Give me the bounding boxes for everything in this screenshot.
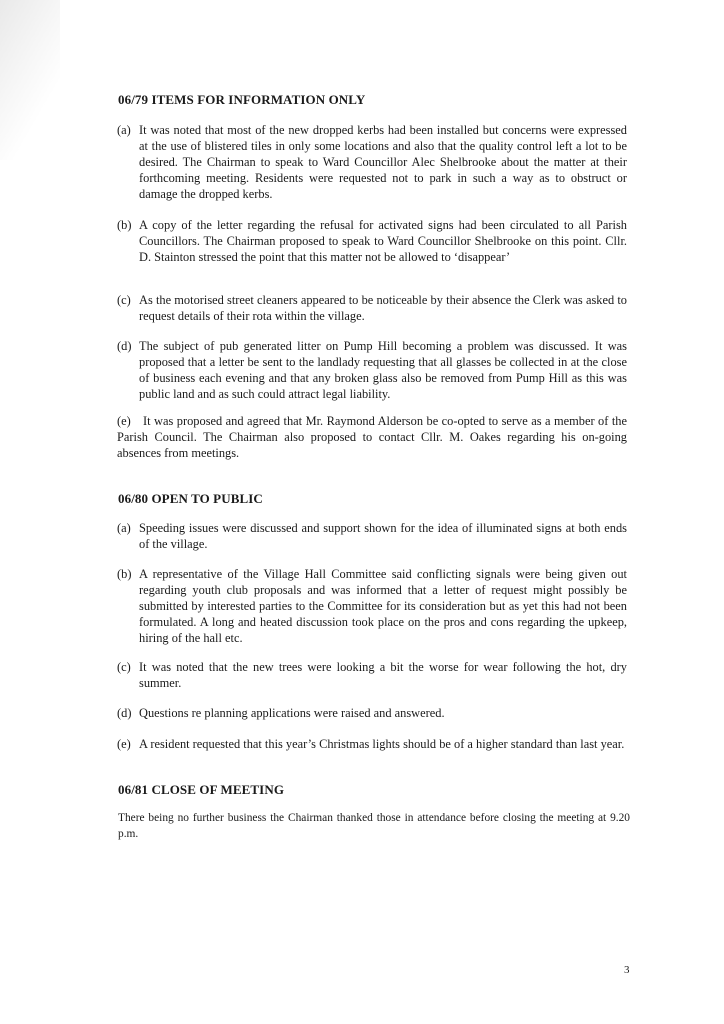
item-text: It was proposed and agreed that Mr. Raymond Alderson be co-opted to serve as a member of the Parish Council. The Chairman also proposed to contact Cllr. M. Oakes regarding his on-going absences from meetings. — [117, 414, 627, 460]
item-label: (a) — [117, 521, 131, 535]
item-label: (d) — [117, 339, 132, 353]
section-heading-06-79: 06/79 ITEMS FOR INFORMATION ONLY — [118, 92, 366, 107]
item-text: It was noted that most of the new dropped kerbs had been installed but concerns were expressed at the use of blistered tiles in only some locations and also that the quality control left a lot to be desired. The Chairman to speak to Ward Councillor Alec Shelbrooke about the matter at their forthcoming meeting. Residents were requested not to park in such a way as to obstruct or damage the dropped kerbs. — [139, 123, 627, 201]
item-text: The subject of pub generated litter on Pump Hill becoming a problem was discussed. It was proposed that a letter be sent to the landlady requesting that all glasses be collected in at the close of business each evening and that any broken glass also be removed from Pump Hill as this was public land and as such could attract legal liability. — [139, 339, 627, 401]
list-item-06-80-b — [117, 566, 627, 646]
scan-edge-shadow — [0, 0, 60, 160]
list-item-06-80-e — [117, 736, 627, 752]
item-text: As the motorised street cleaners appeared to be noticeable by their absence the Clerk was asked to request details of their rota within the village. — [139, 293, 627, 323]
section-heading-06-80: 06/80 OPEN TO PUBLIC — [118, 491, 263, 506]
item-label: (c) — [117, 293, 131, 307]
item-label: (a) — [117, 123, 131, 137]
list-item-06-79-e — [117, 413, 627, 461]
page-number: 3 — [624, 964, 630, 976]
item-text: Speeding issues were discussed and support shown for the idea of illuminated signs at both ends of the village. — [139, 521, 627, 551]
item-text: Questions re planning applications were raised and answered. — [139, 706, 445, 720]
list-item-06-80-c — [117, 659, 627, 691]
item-label: (c) — [117, 660, 131, 674]
list-item-06-79-b — [117, 217, 627, 265]
item-label: (b) — [117, 567, 132, 581]
list-item-06-80-d — [117, 705, 627, 721]
closing-paragraph: There being no further business the Chairman thanked those in attendance before closing the meeting at 9.20 p.m. — [118, 812, 630, 840]
item-label: (e) — [117, 414, 131, 428]
item-text: A representative of the Village Hall Committee said conflicting signals were being given out regarding youth club proposals and was informed that a letter of request might possibly be submitted by interested parties to the Committee for its consideration but as yet this had not been formulated. A long and heated discussion took place on the pros and cons regarding the upkeep, hiring of the hall etc. — [139, 567, 627, 645]
list-item-06-79-d — [117, 338, 627, 402]
item-label: (d) — [117, 706, 132, 720]
item-text: It was noted that the new trees were looking a bit the worse for wear following the hot, dry summer. — [139, 660, 627, 690]
item-label: (e) — [117, 737, 131, 751]
list-item-06-79-a — [117, 122, 627, 202]
item-text: A copy of the letter regarding the refusal for activated signs had been circulated to all Parish Councillors. The Chairman proposed to speak to Ward Councillor Shelbrooke on this point. Cllr. D. Stainton stressed the point that this matter not be allowed to ‘disappear’ — [139, 218, 627, 264]
list-item-06-79-c — [117, 292, 627, 324]
item-text: A resident requested that this year’s Christmas lights should be of a higher standard than last year. — [139, 737, 625, 751]
section-heading-06-81: 06/81 CLOSE OF MEETING — [118, 782, 285, 797]
list-item-06-80-a — [117, 520, 627, 552]
item-label: (b) — [117, 218, 132, 232]
